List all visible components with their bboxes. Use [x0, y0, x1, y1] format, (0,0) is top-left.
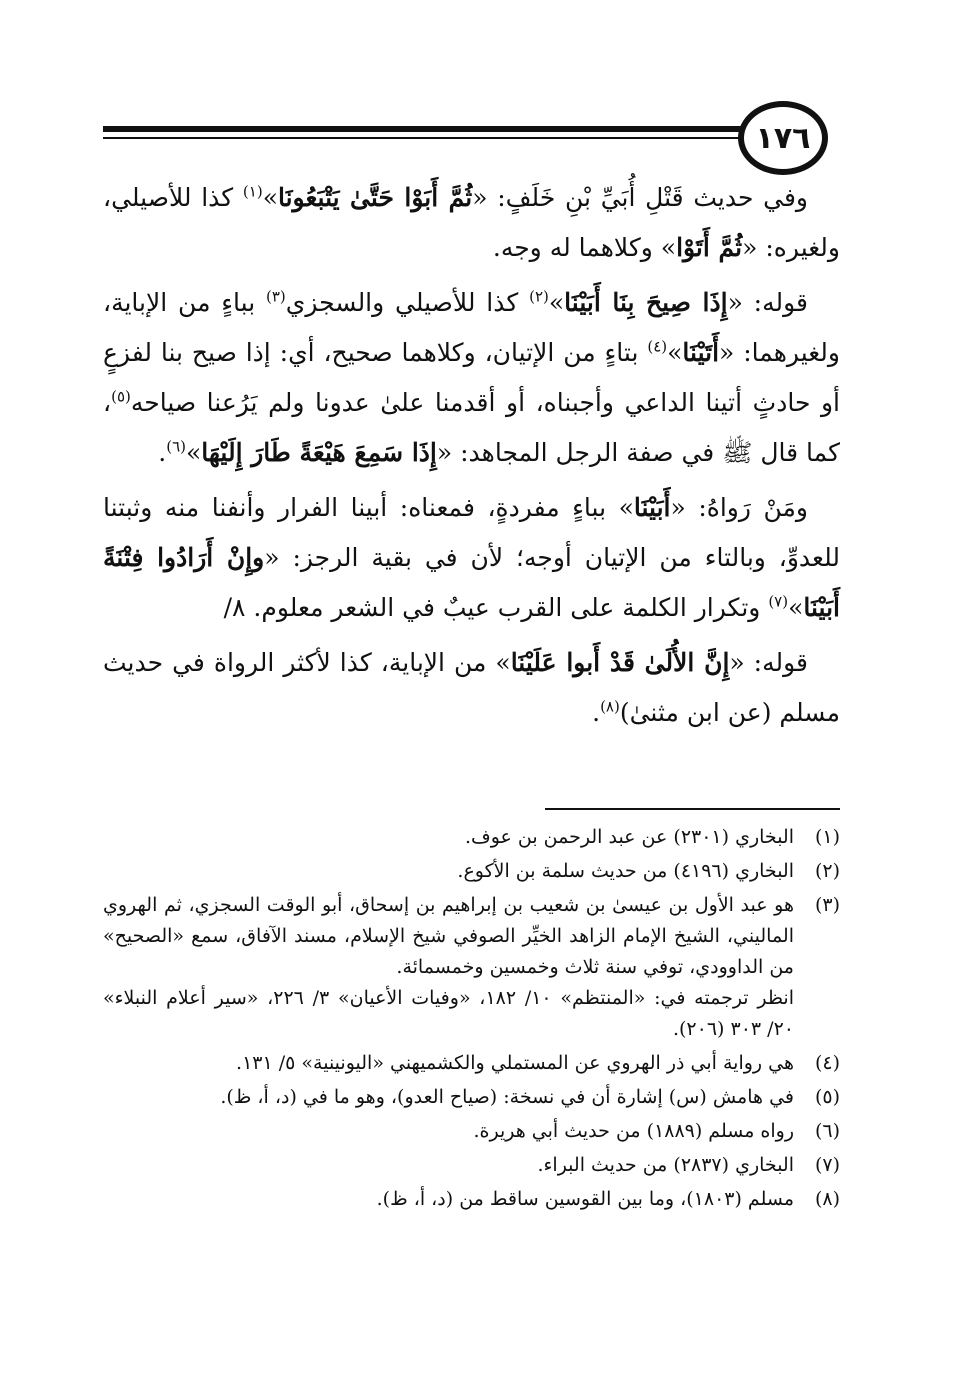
- footnote: [103, 890, 840, 1045]
- paragraph: [103, 173, 840, 274]
- footnote-number: (٦): [814, 1120, 840, 1142]
- footnote: [103, 1150, 840, 1181]
- footnote-ref: (١): [242, 182, 263, 201]
- quoted-hadith: إِذَا سَمِعَ هَيْعَةً طَارَ إِلَيْهَا: [201, 438, 437, 468]
- footnote: [103, 856, 840, 887]
- footnote-number: (٨): [814, 1188, 840, 1210]
- quoted-hadith: ثُمَّ أَبَوْا حَتَّىٰ يَتْبَعُونَا: [277, 183, 473, 212]
- quoted-hadith: إِذَا صِيحَ بِنَا أَبَيْنَا: [564, 287, 728, 317]
- footnote-ref: (٤): [647, 337, 668, 356]
- paragraph: [103, 278, 840, 479]
- footnote-number: (٣): [814, 894, 840, 916]
- page-number: ١٧٦: [755, 120, 811, 156]
- header-rule-thin: [103, 137, 825, 139]
- footnote-ref: (٨): [600, 697, 620, 716]
- footnote-text: انظر ترجمته في: «المنتظم» ١٠/ ١٨٢، «وفيات الأعيان» ٣/ ٢٢٦، «سير أعلام النبلاء» ٢٠/ ٣٠٣ (٢٠٦).: [103, 987, 794, 1040]
- footnote: [103, 1082, 840, 1113]
- footnote-ref: (٥): [111, 387, 131, 406]
- quoted-hadith: أَتَيْنَا: [682, 337, 720, 367]
- footnote-text: البخاري (٢٣٠١) عن عبد الرحمن بن عوف.: [464, 826, 794, 848]
- footnote-text: هو عبد الأول بن عيسىٰ بن شعيب بن إبراهيم بن إسحاق، أبو الوقت السجزي، ثم الهروي الماليني، الشيخ الإمام الزاهد الخيِّر الصوفي شيخ الإسلام، مسند الآفاق، سمع «الصحيح» من الداوودي، توفي سنة ثلاث وخمسين وخمسمائة.: [103, 894, 794, 978]
- main-text: [103, 173, 840, 738]
- footnote: [103, 1048, 840, 1079]
- footnote-text: في هامش (س) إشارة أن في نسخة: (صياح العدو)، وهو ما في (د، أ، ظ).: [220, 1086, 794, 1108]
- footnote-text: مسلم (١٨٠٣)، وما بين القوسين ساقط من (د، أ، ظ).: [376, 1188, 794, 1210]
- quoted-hadith: وإِنْ أَرَادُوا فِتْنَةً أَبَيْنَا: [103, 543, 840, 623]
- footnote-text: هي رواية أبي ذر الهروي عن المستملي والكشميهني «اليونينية» ٥/ ١٣١.: [236, 1052, 794, 1074]
- footnote-text: البخاري (٤١٩٦) من حديث سلمة بن الأكوع.: [457, 860, 794, 882]
- footnote-number: (١): [814, 826, 840, 848]
- text: وفي حديث قَتْلِ أُبَيِّ بْنِ خَلَفٍ: «: [472, 183, 808, 212]
- footnote: [103, 822, 840, 853]
- text: ، كما قال ﷺ في صفة الرجل المجاهد: «: [103, 388, 840, 468]
- footnotes: [103, 822, 840, 1218]
- text: .: [592, 697, 601, 727]
- text: » وكلاهما له وجه.: [492, 233, 677, 263]
- text: »: [262, 183, 278, 212]
- footnote-text: البخاري (٢٨٣٧) من حديث البراء.: [537, 1154, 794, 1176]
- footnote: [103, 1116, 840, 1147]
- text: كذا للأصيلي، ولغيره: «: [103, 183, 840, 263]
- footnote-number: (٤): [814, 1052, 840, 1074]
- paragraph: [103, 483, 840, 634]
- footnote-number: (٥): [814, 1086, 840, 1108]
- text: وتكرار الكلمة على القرب عيبٌ في الشعر معلوم.: [253, 593, 769, 623]
- footnote-number: (٧): [814, 1154, 840, 1176]
- footnote-number: (٢): [814, 860, 840, 882]
- quoted-hadith: ثُمَّ أَتَوْا: [676, 233, 743, 263]
- footnote-ref: (٢): [529, 287, 549, 306]
- text: .: [158, 438, 167, 468]
- text: ومَنْ رَواهُ: «: [670, 492, 809, 522]
- text: قوله: «: [729, 647, 808, 677]
- text: بتاءٍ من الإتيان، وكلاهما صحيح، أي: إذا صيح بنا لفزعٍ أو حادثٍ أتينا الداعي وأجبناه، أو أقدمنا علىٰ عدونا ولم يَرُعنا صياحه: [103, 337, 840, 418]
- quoted-hadith: إِنَّ الأُلَىٰ قَدْ أَبوا عَلَيْنَا: [510, 647, 730, 677]
- quoted-hadith: أَبَيْنَا: [633, 492, 671, 522]
- footnote-ref: (٧): [768, 593, 789, 612]
- page-number-badge: [738, 101, 828, 175]
- paragraph: [103, 638, 840, 739]
- footnote-separator: [545, 808, 840, 810]
- footnote-ref: (٦): [166, 438, 186, 457]
- text: »: [788, 593, 804, 623]
- header-rule: [103, 126, 825, 132]
- text: » بباءٍ مفردةٍ، فمعناه: أبينا الفرار وأنفنا منه وثبتنا للعدوِّ، وبالتاء من الإتيان أوجه؛ لأن في بقية الرجز: «: [103, 492, 840, 573]
- footnote: [103, 1184, 840, 1215]
- text: قوله: «: [727, 287, 808, 317]
- footnote-text: رواه مسلم (١٨٨٩) من حديث أبي هريرة.: [473, 1120, 794, 1142]
- text: » من الإباية، كذا لأكثر الرواة في حديث مسلم (عن ابن مثنىٰ): [103, 647, 840, 727]
- text: »: [185, 438, 202, 468]
- text: »: [667, 337, 683, 367]
- footnote-ref: (٣): [265, 287, 286, 306]
- text: كذا للأصيلي والسجزي: [285, 287, 530, 317]
- volume-page-marker: ٨/: [223, 593, 246, 623]
- text: بباءٍ من الإباية، ولغيرهما: «: [103, 287, 840, 367]
- text: »: [548, 287, 565, 317]
